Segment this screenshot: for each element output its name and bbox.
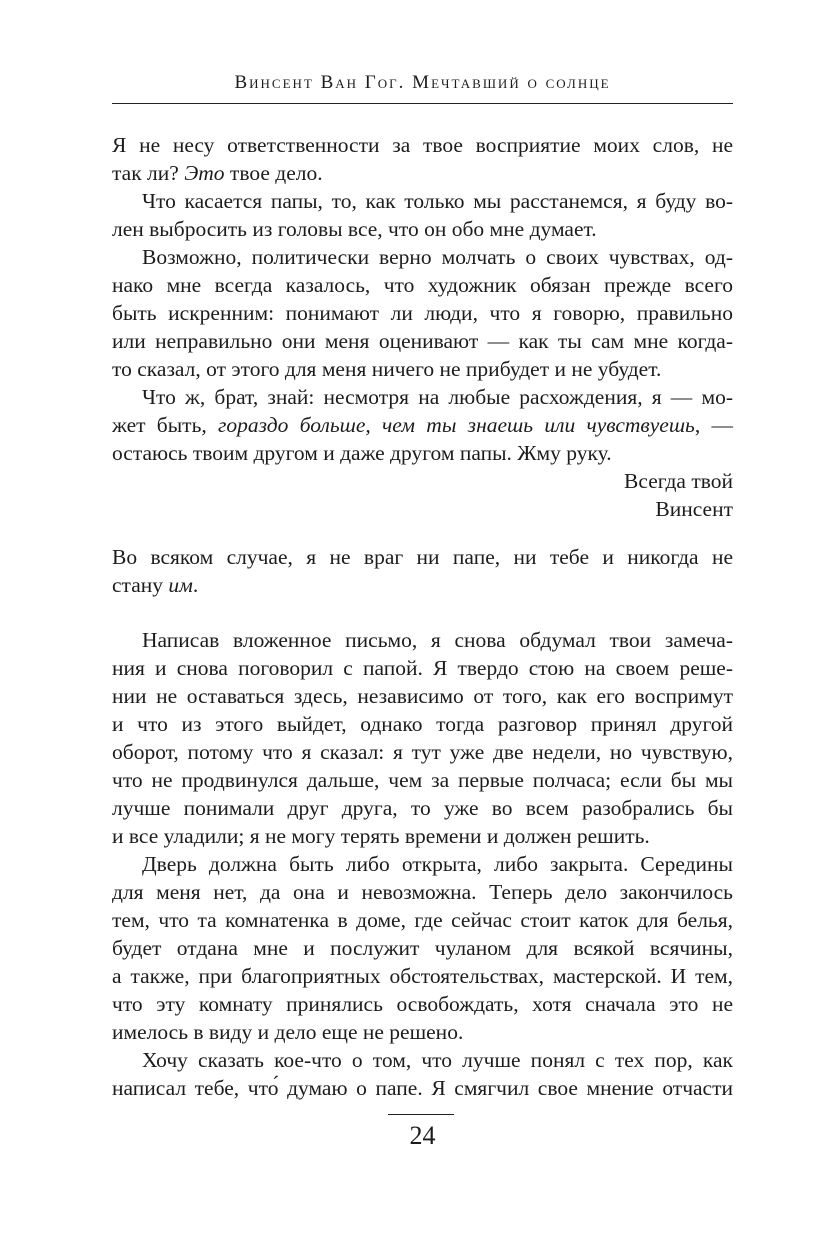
text-line: и все уладили; я не могу терять времени и должен решить. <box>112 824 650 848</box>
text-line: так ли? Это твое дело. <box>112 161 323 185</box>
text-line: Я не несу ответственности за твое восприятие моих слов, не <box>112 133 733 157</box>
text-line: Что касается папы, то, как только мы расстанемся, я буду во- <box>142 189 733 213</box>
text-line: лучше понимали друг друга, то уже во всем разобрались бы <box>112 796 733 820</box>
text-line: лен выбросить из головы все, что он обо мне думает. <box>112 217 597 241</box>
text-line: Во всяком случае, я не враг ни папе, ни тебе и никогда не <box>112 545 733 569</box>
text-line: Возможно, политически верно молчать о своих чувствах, од- <box>142 245 733 269</box>
text-line: будет отдана мне и послужит чуланом для всякой всячины, <box>112 936 733 960</box>
italic-emphasis: Это <box>184 161 225 185</box>
text-line: Хочу сказать кое-что о том, что лучше понял с тех пор, как <box>142 1048 733 1072</box>
text-line: Что ж, брат, знай: несмотря на любые расхождения, я — мо- <box>142 385 733 409</box>
letter-closing: Всегда твой <box>624 469 733 493</box>
header-divider <box>112 103 733 104</box>
text-line: Дверь должна быть либо открыта, либо закрыта. Середины <box>142 852 733 876</box>
letter-signature: Винсент <box>655 497 733 521</box>
text-line: Написав вложенное письмо, я снова обдумал твои замеча- <box>142 628 733 652</box>
text-line: нии не оставаться здесь, независимо от того, как его воспримут <box>112 684 733 708</box>
page-number-divider <box>388 1114 454 1115</box>
text-line: оборот, потому что я сказал: я тут уже две недели, но чувствую, <box>112 740 733 764</box>
text-line: что не продвинулся дальше, чем за первые полчаса; если бы мы <box>112 768 733 792</box>
text-line: жет быть, гораздо больше, чем ты знаешь или чувствуешь, — <box>112 413 734 437</box>
italic-emphasis: им <box>168 573 193 597</box>
text-line: написал тебе, что́ думаю о папе. Я смягчил свое мнение отчасти <box>112 1076 733 1100</box>
text-line: что эту комнату принялись освобождать, хотя сначала это не <box>112 992 733 1016</box>
text-line: стану им. <box>112 573 199 597</box>
text-line: для меня нет, да она и невозможна. Теперь дело закончилось <box>112 880 733 904</box>
text-line: тем, что та комнатенка в доме, где сейчас стоит каток для белья, <box>112 908 733 932</box>
running-header: Винсент Ван Гог. Мечтавший о солнце <box>234 72 611 93</box>
text-line: ния и снова поговорил с папой. Я твердо стою на своем реше- <box>112 656 733 680</box>
text-line: а также, при благоприятных обстоятельствах, мастерской. И тем, <box>112 964 733 988</box>
italic-emphasis: гораздо больше, чем ты знаешь или чувствуешь <box>218 413 695 437</box>
text-line: или неправильно они меня оценивают — как ты сам мне когда- <box>112 329 733 353</box>
text-line: то сказал, от этого для меня ничего не прибудет и не убудет. <box>112 357 662 381</box>
page-number: 24 <box>409 1121 436 1150</box>
text-line: остаюсь твоим другом и даже другом папы. Жму руку. <box>112 441 612 465</box>
text-line: нако мне всегда казалось, что художник обязан прежде всего <box>112 273 733 297</box>
text-line: и что из этого выйдет, однако тогда разговор принял другой <box>112 712 733 736</box>
text-line: быть искренним: понимают ли люди, что я говорю, правильно <box>112 301 733 325</box>
text-line: имелось в виду и дело еще не решено. <box>112 1020 464 1044</box>
